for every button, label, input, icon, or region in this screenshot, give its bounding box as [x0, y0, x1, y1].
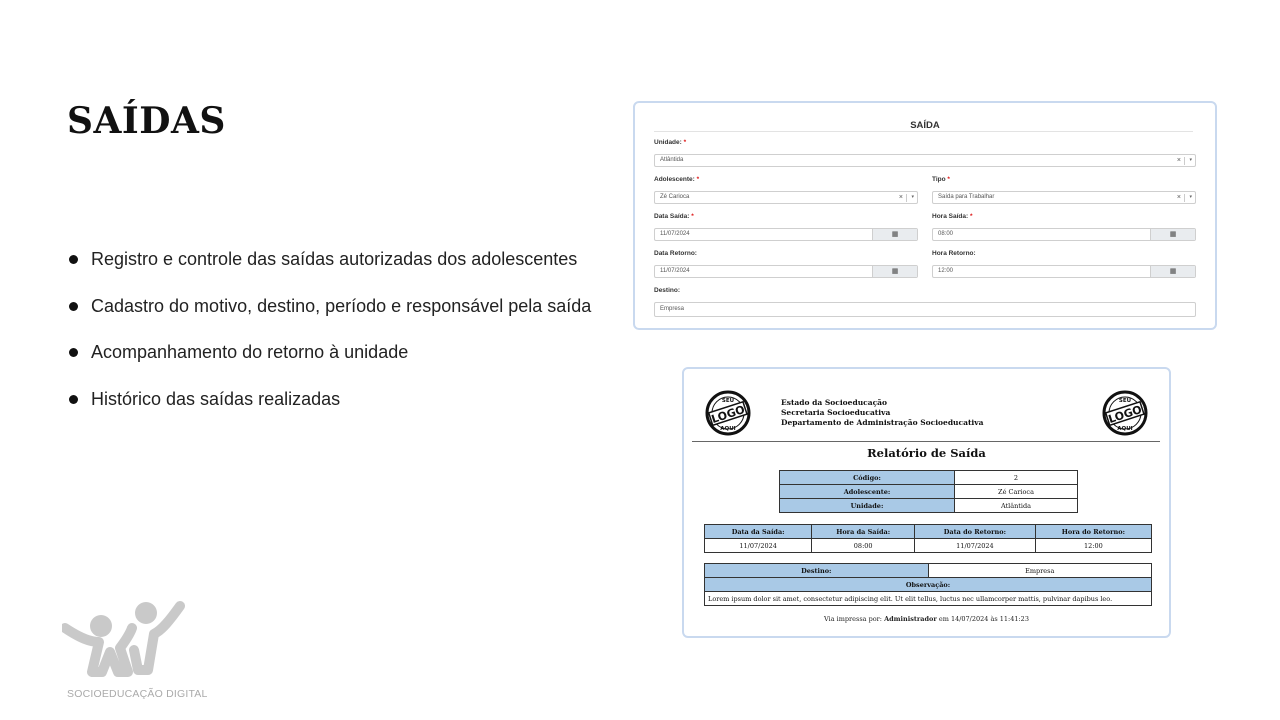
feature-list: [67, 246, 627, 432]
table-cell: 11/07/2024: [915, 539, 1036, 553]
slide-title: SAÍDAS: [67, 100, 226, 142]
org-line: Secretaria Socioeducativa: [781, 407, 891, 417]
table-row: [705, 564, 1152, 578]
destino-value: Empresa: [660, 306, 685, 312]
table-cell: 08:00: [812, 539, 915, 553]
column-header: Hora do Retorno:: [1035, 525, 1151, 539]
feature-item: Histórico das saídas realizadas: [67, 386, 627, 433]
column-header: Data da Saída:: [705, 525, 812, 539]
destino-value: Empresa: [928, 564, 1152, 578]
select-separator: [1184, 194, 1185, 202]
observacao-text: Lorem ipsum dolor sit amet, consectetur adipiscing elit. Ut elit tellus, luctus nec ullamcorper mattis, pulvinar dapibus leo.: [705, 592, 1152, 606]
logo-text-bottom: AQUI: [720, 426, 736, 432]
table-row: [705, 578, 1152, 592]
table-row: [780, 499, 1078, 513]
select-separator: [906, 194, 907, 202]
brand-caption: SOCIOEDUCAÇÃO DIGITAL: [67, 688, 208, 700]
tipo-value: Saída para Trabalhar: [938, 194, 995, 200]
summary-table: [779, 470, 1078, 513]
destino-label: Destino:: [705, 564, 929, 578]
calendar-icon[interactable]: ▦: [1150, 266, 1195, 277]
brand-logo-icon: [62, 598, 187, 683]
adolescente-select[interactable]: [654, 191, 918, 204]
unidade-label: Unidade: *: [654, 139, 687, 146]
calendar-icon[interactable]: ▦: [1150, 229, 1195, 240]
saida-form-screenshot: [633, 101, 1217, 330]
form-title: SAÍDA: [910, 120, 940, 131]
logo-text-top: SEU: [721, 398, 735, 404]
column-header: Data do Retorno:: [915, 525, 1036, 539]
unidade-select[interactable]: [654, 154, 1196, 167]
clear-icon[interactable]: ×: [898, 194, 903, 201]
table-row: [705, 539, 1152, 553]
hora-retorno-label: Hora Retorno:: [932, 250, 976, 257]
report-divider: [692, 441, 1160, 442]
adolescente-label: Adolescente: *: [654, 176, 700, 183]
feature-item: Acompanhamento do retorno à unidade: [67, 339, 627, 386]
logo-text-top: SEU: [1118, 398, 1132, 404]
summary-value: Zé Carioca: [955, 485, 1078, 499]
summary-value: Atlântida: [955, 499, 1078, 513]
calendar-icon[interactable]: ▦: [872, 229, 917, 240]
table-row: [780, 471, 1078, 485]
table-header-row: [705, 525, 1152, 539]
printed-by: Via impressa por: Administrador em 14/07/2024 às 11:41:23: [824, 615, 1029, 623]
hora-saida-input[interactable]: [932, 228, 1196, 241]
destino-label: Destino:: [654, 287, 680, 294]
hora-retorno-input[interactable]: [932, 265, 1196, 278]
data-saida-value: 11/07/2024: [660, 231, 690, 237]
destino-observacao-table: [704, 563, 1152, 606]
form-divider: [654, 131, 1193, 132]
clear-icon[interactable]: ×: [1176, 157, 1181, 164]
table-cell: 11/07/2024: [705, 539, 812, 553]
relatorio-saida-screenshot: [682, 367, 1171, 638]
destino-input[interactable]: [654, 302, 1196, 317]
data-retorno-input[interactable]: [654, 265, 918, 278]
hora-retorno-value: 12:00: [938, 268, 954, 274]
feature-item: Registro e controle das saídas autorizadas dos adolescentes: [67, 246, 627, 293]
tipo-label: Tipo *: [932, 176, 950, 183]
summary-label: Adolescente:: [780, 485, 955, 499]
select-separator: [1184, 157, 1185, 165]
chevron-down-icon[interactable]: ▾: [911, 194, 914, 200]
data-retorno-value: 11/07/2024: [660, 268, 690, 274]
logo-text-middle: LOGO: [1106, 402, 1144, 426]
clear-icon[interactable]: ×: [1176, 194, 1181, 201]
table-row: [780, 485, 1078, 499]
feature-item: Cadastro do motivo, destino, período e responsável pela saída: [67, 293, 627, 340]
data-retorno-label: Data Retorno:: [654, 250, 697, 257]
seu-logo-aqui-icon: [704, 389, 752, 437]
report-title: Relatório de Saída: [867, 446, 986, 460]
tipo-select[interactable]: [932, 191, 1196, 204]
logo-text-bottom: AQUI: [1117, 426, 1133, 432]
org-line: Estado da Socioeducação: [781, 398, 887, 407]
hora-saida-value: 08:00: [938, 231, 954, 237]
chevron-down-icon[interactable]: ▾: [1189, 157, 1192, 163]
hora-saida-label: Hora Saída: *: [932, 213, 973, 220]
summary-value: 2: [955, 471, 1078, 485]
observacao-label: Observação:: [705, 578, 1152, 592]
table-row: [705, 592, 1152, 606]
summary-label: Unidade:: [780, 499, 955, 513]
summary-label: Código:: [780, 471, 955, 485]
org-header: [781, 398, 983, 427]
data-saida-label: Data Saída: *: [654, 213, 694, 220]
seu-logo-aqui-icon: [1101, 389, 1149, 437]
chevron-down-icon[interactable]: ▾: [1189, 194, 1192, 200]
calendar-icon[interactable]: ▦: [872, 266, 917, 277]
data-saida-input[interactable]: [654, 228, 918, 241]
adolescente-value: Zé Carioca: [660, 194, 690, 200]
column-header: Hora da Saída:: [812, 525, 915, 539]
logo-text-middle: LOGO: [709, 402, 747, 426]
org-line: Departamento de Administração Socioeducativa: [781, 417, 984, 427]
unidade-value: Atlântida: [660, 157, 684, 163]
times-table: [704, 524, 1152, 553]
table-cell: 12:00: [1035, 539, 1151, 553]
